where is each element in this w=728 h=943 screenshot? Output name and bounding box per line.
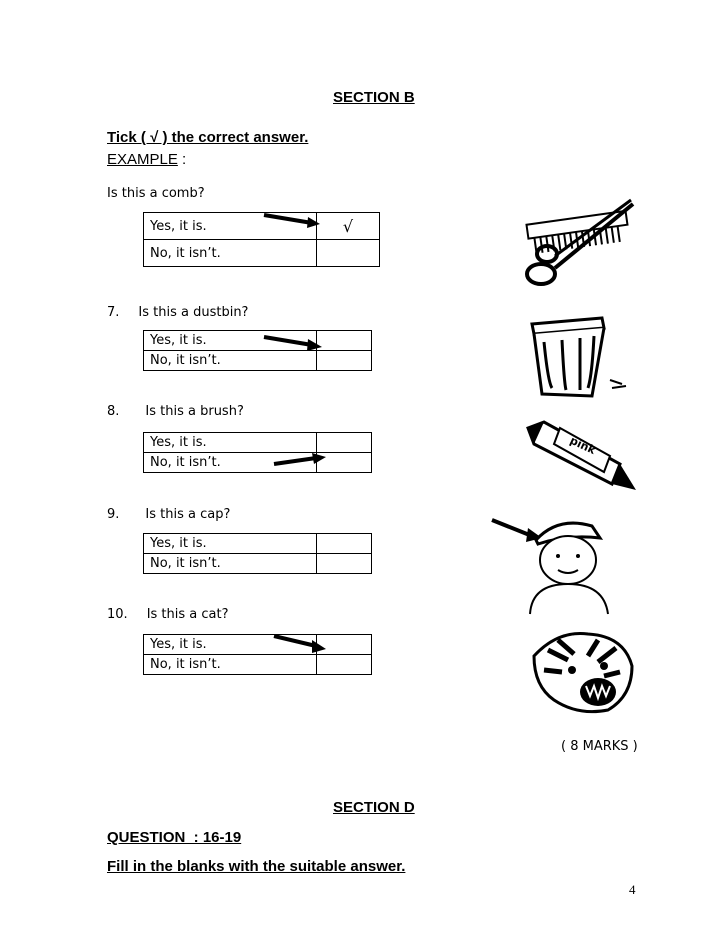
tiger-picture <box>528 626 638 714</box>
tick-box[interactable] <box>317 655 372 675</box>
option-yes: Yes, it is. <box>144 635 317 655</box>
example-label: EXAMPLE <box>107 151 178 168</box>
question-number: 10. <box>107 607 128 622</box>
option-no: No, it isn’t. <box>144 351 317 371</box>
example-question: Is this a comb? <box>107 186 205 201</box>
tick-box[interactable] <box>317 433 372 453</box>
question-text: Is this a brush? <box>145 404 244 419</box>
option-yes: Yes, it is. <box>144 534 317 554</box>
question-range: QUESTION : 16-19 <box>107 829 242 846</box>
arrow-icon <box>262 212 322 232</box>
question-text: Is this a dustbin? <box>138 305 249 320</box>
question-7 <box>107 305 248 320</box>
question-text: Is this a cat? <box>146 607 229 622</box>
dustbin-picture <box>522 316 640 400</box>
tick-box[interactable] <box>317 534 372 554</box>
crayon-picture <box>520 414 640 494</box>
option-yes: Yes, it is. <box>144 433 317 453</box>
option-yes: Yes, it is. <box>144 213 317 240</box>
section-d-title: SECTION D <box>333 799 415 816</box>
option-no: No, it isn’t. <box>144 655 317 675</box>
section-b-title: SECTION B <box>333 89 415 106</box>
question-text: Is this a cap? <box>145 507 231 522</box>
fill-instruction: Fill in the blanks with the suitable answer. <box>107 858 406 875</box>
example-heading <box>107 151 186 168</box>
question-number: 8. <box>107 404 120 419</box>
tick-box[interactable] <box>317 331 372 351</box>
option-yes: Yes, it is. <box>144 331 317 351</box>
option-no: No, it isn’t. <box>144 453 317 473</box>
instruction: Tick ( √ ) the correct answer. <box>107 129 309 146</box>
question-8 <box>107 404 244 419</box>
q8-options-table <box>143 432 372 473</box>
tick-box[interactable] <box>317 554 372 574</box>
arrow-icon <box>272 633 328 655</box>
example-colon: : <box>177 151 187 168</box>
question-10 <box>107 607 229 622</box>
marks: ( 8 MARKS ) <box>561 739 638 754</box>
page-number: 4 <box>629 882 636 897</box>
question-number: 9. <box>107 507 120 522</box>
option-no: No, it isn’t. <box>144 240 317 267</box>
question-9 <box>107 507 230 522</box>
boy-cap-picture <box>488 514 640 618</box>
q7-options-table <box>143 330 372 371</box>
crayon-label: pink <box>567 433 598 457</box>
tick-box[interactable] <box>317 351 372 371</box>
tick-box[interactable] <box>317 240 380 267</box>
q10-options-table <box>143 634 372 675</box>
question-number: 7. <box>107 305 120 320</box>
comb-scissors-picture <box>515 196 640 291</box>
tick-box[interactable]: √ <box>317 213 380 240</box>
q9-options-table <box>143 533 372 574</box>
option-no: No, it isn’t. <box>144 554 317 574</box>
arrow-icon <box>272 452 328 468</box>
arrow-icon <box>262 334 324 354</box>
